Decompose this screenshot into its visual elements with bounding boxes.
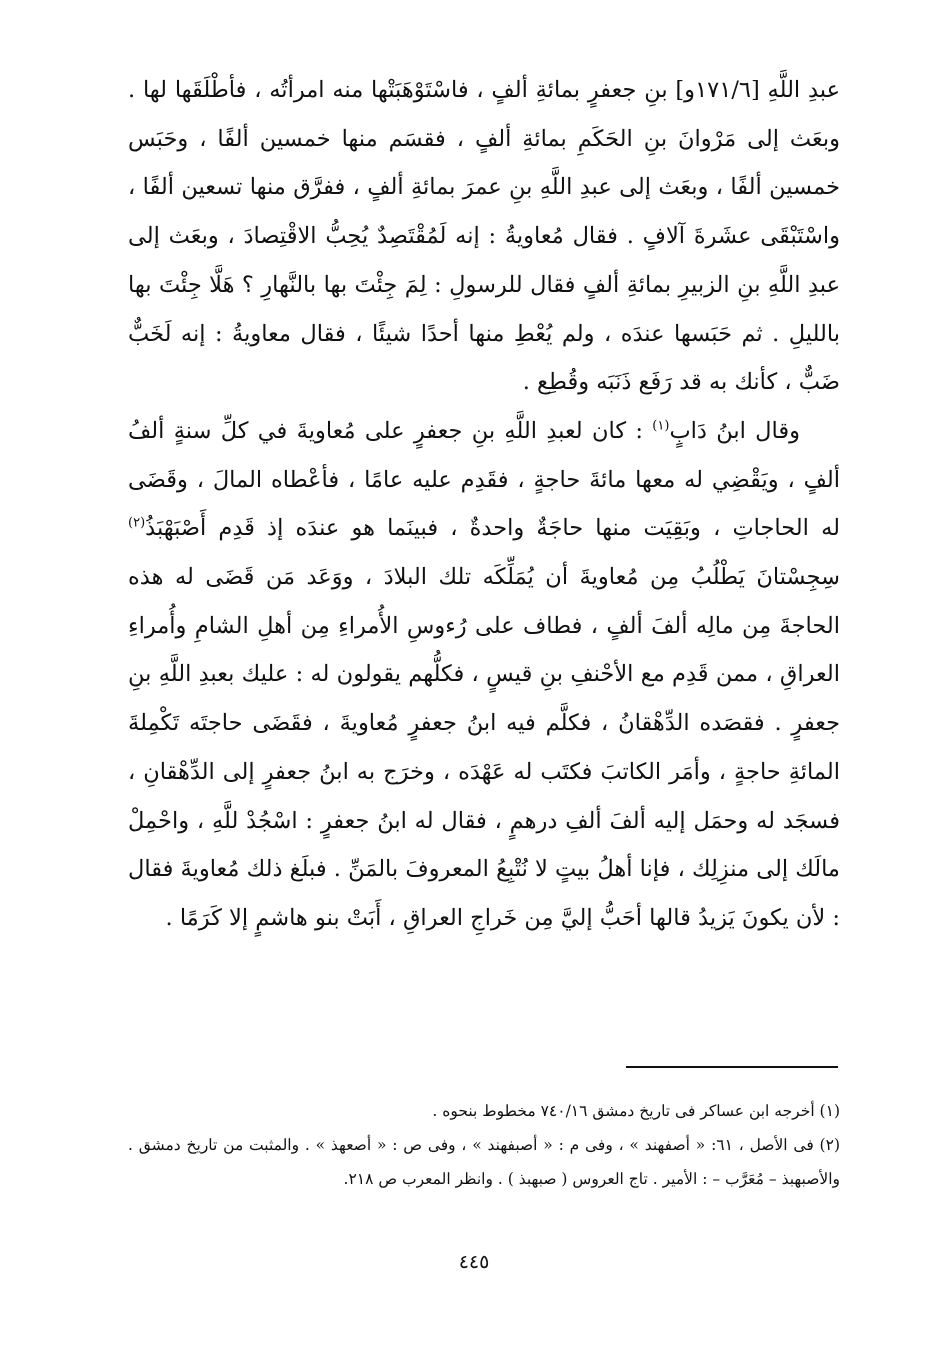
paragraph-1-text: عبدِ اللَّهِ [١٧١/٦و] بنِ جعفرٍ بمائةِ ألفٍ ، فاسْتَوْهَبَتْها منه امرأتُه ، فأطْلَقَها لها . وبعَث إلى مَرْوانَ بنِ الحَكَمِ بمائةِ ألفٍ ، فقسَم منها خمسين ألفًا ، وحَبَس خمسين ألفًا ، وبعَث إلى عبدِ اللَّهِ بنِ عمرَ بمائةِ ألفٍ ، ففرَّق منها تسعين ألفًا ، واسْتَبْقَى عشَرةَ آلافٍ . فقال مُعاويةُ : إنه لَمُقْتَصِدٌ يُحِبُّ الاقْتِصادَ ، وبعَث إلى عبدِ اللَّهِ بنِ الزبيرِ بمائةِ ألفٍ فقال للرسولِ : لِمَ جِئْتَ بها بالنَّهارِ ؟ هَلَّا جِئْتَ بها بالليلِ . ثم حَبَسها عندَه ، ولم يُعْطِ منها أحدًا شيئًا ، فقال معاويةُ : إنه لَخَبٌّ ضَبٌّ ، كأنك به قد رَفَع ذَنَبَه وقُطِع . — [128, 77, 840, 396]
footnotes — [128, 1094, 840, 1196]
footnote-2: (٢) فى الأصل ، ٦١: « أصفهند » ، وفى م : « أصبفهند » ، وفى ص : « أصعهذ » . والمثبت من تاريخ دمشق . والأصبهبذ – مُعَرَّب – : الأمير . تاج العروس ( صبهبذ ) . وانظر المعرب ص ٢١٨. — [128, 1136, 840, 1188]
page-number: ٤٤٥ — [458, 1251, 490, 1273]
footnote-1: (١) أخرجه ابن عساكر فى تاريخ دمشق ٧٤٠/١٦ مخطوط بنحوه . — [432, 1102, 840, 1120]
paragraph-2 — [128, 407, 840, 943]
footnote-separator — [626, 1066, 838, 1068]
footnote-ref-1: (١) — [652, 418, 670, 434]
footnote-ref-2: (٢) — [128, 515, 146, 531]
paragraph-2-text-b: : كان لعبدِ اللَّهِ بنِ جعفرٍ على مُعاويةَ في كلِّ سنةٍ ألفُ ألفٍ ، ويَقْضِي له معها مائةَ حاجةٍ ، فقَدِم عليه عامًا ، فأعْطاه المالَ ، وقَضَى له الحاجاتِ ، وبَقِيَت منها حاجَةٌ واحدةٌ ، فبينَما هو عندَه إذ قَدِم أَصْبَهْبَذُ — [128, 417, 840, 542]
paragraph-2-text-c: سِجِسْتانَ يَطْلُبُ مِن مُعاويةَ أن يُمَلِّكَه تلك البلادَ ، ووَعَد مَن قَضَى له هذه الحاجةَ مِن مالِه ألفَ ألفٍ ، فطاف على رُءوسِ الأُمراءِ مِن أهلِ الشامِ وأُمراءِ العراقِ ، ممن قَدِم مع الأحْنفِ بنِ قيسٍ ، فكلُّهم يقولون له : عليك بعبدِ اللَّهِ بنِ جعفرٍ . فقصَده الدِّهْقانُ ، فكلَّم فيه ابنُ جعفرٍ مُعاويةَ ، فقَضَى حاجتَه تَكْمِلةَ المائةِ حاجةٍ ، وأمَر الكاتبَ فكتَب له عَهْدَه ، وخرَج به ابنُ جعفرٍ إلى الدِّهْقانِ ، فسجَد له وحمَل إليه ألفَ ألفِ درهمٍ ، فقال له ابنُ جعفرٍ : اسْجُدْ للَّهِ ، واحْمِلْ مالَك إلى منزِلِك ، فإنا أهلُ بيتٍ لا نُتْبِعُ المعروفَ بالمَنِّ . فبلَغ ذلك مُعاويةَ فقال : لأن يكونَ يَزيدُ قالها أحَبُّ إليَّ مِن خَراجِ العراقِ ، أَبَتْ بنو هاشمٍ إلا كَرَمًا . — [128, 564, 840, 931]
paragraph-1 — [128, 66, 840, 407]
paragraph-2-text-a: وقال ابنُ دَابٍ — [669, 417, 800, 444]
main-text — [128, 66, 840, 943]
